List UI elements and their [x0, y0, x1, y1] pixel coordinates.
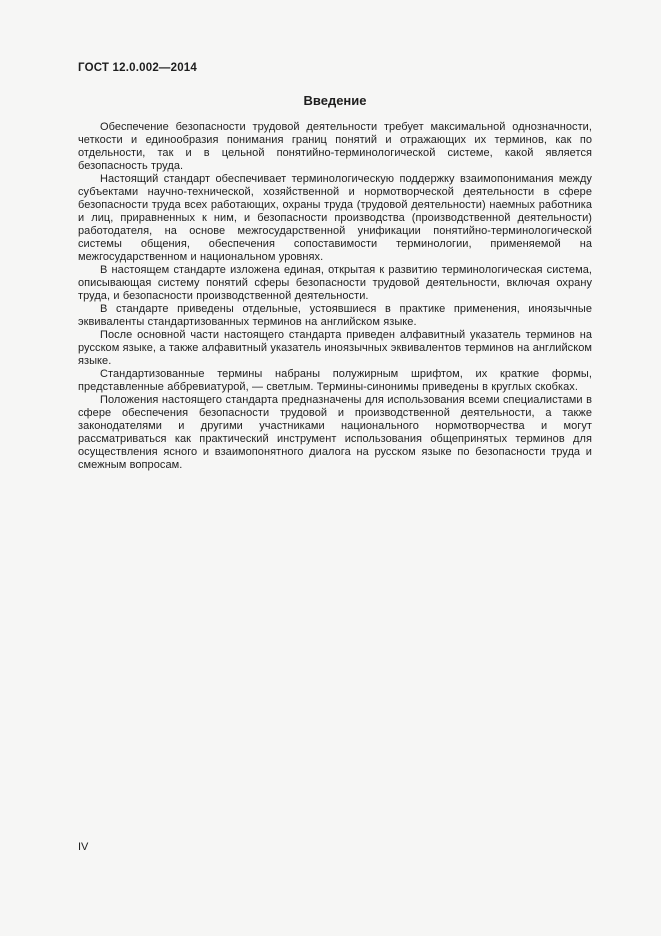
paragraph: В стандарте приведены отдельные, устоявшиеся в практике применения, иноязычные эквиваленты стандартизованных терминов на английском языке. [78, 303, 592, 328]
paragraph: Обеспечение безопасности трудовой деятельности требует максимальной однозначности, четкости и единообразия понимания границ понятий и отражающих их терминов, как по отдельности, так и в цельной понятийно-терминологической системе, какой является безопасность труда. [78, 121, 592, 172]
paragraph: После основной части настоящего стандарта приведен алфавитный указатель терминов на русском языке, а также алфавитный указатель иноязычных эквивалентов терминов на английском языке. [78, 329, 592, 367]
paragraph: Положения настоящего стандарта предназначены для использования всеми специалистами в сфере обеспечения безопасности трудовой и производственной деятельности, а также законодателями и другими участниками национального нормотворчества и могут рассматриваться как практический инструмент использования общепринятых терминов для осуществления ясного и взаимопонятного диалога на русском языке по безопасности труда и смежным вопросам. [78, 394, 592, 471]
paragraph: Стандартизованные термины набраны полужирным шрифтом, их краткие формы, представленные аббревиатурой, — светлым. Термины-синонимы приведены в круглых скобках. [78, 368, 592, 393]
paragraphs-container [78, 121, 592, 472]
page-number: IV [78, 841, 89, 853]
standard-number: ГОСТ 12.0.002—2014 [78, 62, 197, 74]
paragraph: В настоящем стандарте изложена единая, открытая к развитию терминологическая система, описывающая систему понятий сферы безопасности трудовой деятельности, включая охрану труда, и безопасности производственной деятельности. [78, 264, 592, 302]
section-title: Введение [303, 93, 367, 108]
paragraph: Настоящий стандарт обеспечивает терминологическую поддержку взаимопонимания между субъектами научно-технической, хозяйственной и нормотворческой деятельности в сфере безопасности труда всех работающих, охраны труда (трудовой деятельности) наемных работника и лиц, приравненных к ним, и безопасности производства (производственной деятельности) работодателя, на основе межгосударственной унификации понятийно-терминологической системы общения, обеспечения сопоставимости терминологии, применяемой на межгосударственном и национальном уровнях. [78, 173, 592, 263]
introduction-section [78, 93, 592, 472]
